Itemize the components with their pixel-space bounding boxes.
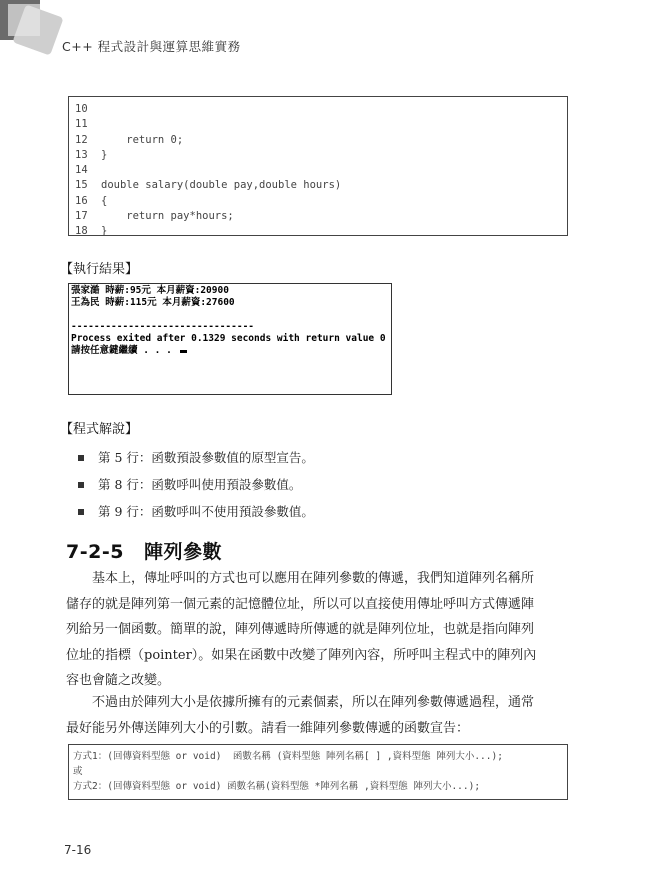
line-number: 17 xyxy=(75,210,88,223)
code-line xyxy=(69,163,567,178)
code-line xyxy=(69,209,567,224)
list-item-text: 第 9 行：函數呼叫不使用預設參數值。 xyxy=(98,504,314,519)
console-line: -------------------------------- xyxy=(71,321,255,332)
declaration-box xyxy=(68,744,568,800)
code-text: double salary(double pay,double hours) xyxy=(101,179,342,192)
result-label: 【執行結果】 xyxy=(60,262,139,277)
code-text: return 0; xyxy=(101,133,184,146)
line-number: 13 xyxy=(75,148,88,161)
book-title: C++ 程式設計與運算思維實務 xyxy=(62,39,241,54)
console-line: 王為民 時薪:115元 本月薪資:27600 xyxy=(71,297,235,308)
code-text: return pay*hours; xyxy=(101,210,234,223)
list-item xyxy=(78,444,314,471)
line-number: 10 xyxy=(75,103,88,115)
square-bullet-icon xyxy=(78,482,84,488)
declaration-line: 或 xyxy=(73,766,83,777)
section-number: 7-2-5 xyxy=(66,541,124,563)
console-output xyxy=(68,283,392,395)
code-line xyxy=(69,194,567,209)
code-text: { xyxy=(101,194,108,207)
code-text: } xyxy=(101,225,108,238)
code-line xyxy=(69,224,567,239)
section-heading xyxy=(66,537,222,564)
paragraph-line: 位址的指標（pointer）。如果在函數中改變了陣列內容，所呼叫主程式中的陣列內 xyxy=(66,647,537,663)
code-line xyxy=(69,133,567,148)
code-line xyxy=(69,148,567,163)
line-number: 11 xyxy=(75,118,88,131)
code-line xyxy=(69,178,567,193)
code-text: } xyxy=(101,148,108,161)
paragraph-line: 最好能另外傳送陣列大小的引數。請看一維陣列參數傳遞的函數宣告： xyxy=(66,720,470,736)
paragraph-line: 儲存的就是陣列第一個元素的記憶體位址，所以可以直接使用傳址呼叫方式傳遞陣 xyxy=(66,596,535,612)
list-item-text: 第 5 行：函數預設參數值的原型宣告。 xyxy=(98,450,314,465)
declaration-line: 方式1：(回傳資料型態 or void) 函數名稱 (資料型態 陣列名稱[ ] ,資料型態 陣列大小...); xyxy=(73,751,503,762)
paragraph-2 xyxy=(66,690,576,741)
paragraph-line: 列給另一個函數。簡單的說，陣列傳遞時所傳遞的就是陣列位址，也就是指向陣列 xyxy=(66,622,535,637)
section-title: 陣列參數 xyxy=(143,541,222,563)
line-number: 18 xyxy=(75,225,88,238)
paragraph-1 xyxy=(66,566,576,694)
page-number: 7-16 xyxy=(64,843,92,857)
paragraph-line: 容也會隨之改變。 xyxy=(66,673,171,688)
list-item xyxy=(78,471,314,498)
console-line: 張家澔 時薪:95元 本月薪資:20900 xyxy=(71,285,229,296)
list-item xyxy=(78,498,314,525)
console-line: 請按任意鍵繼續 . . . xyxy=(71,345,389,357)
square-bullet-icon xyxy=(78,455,84,461)
cursor-icon xyxy=(180,350,187,353)
line-number: 15 xyxy=(75,179,88,192)
line-number: 12 xyxy=(75,133,88,146)
paragraph-line: 不過由於陣列大小是依據所擁有的元素個素，所以在陣列參數傳遞過程，通常 xyxy=(66,695,535,710)
code-line xyxy=(69,102,567,117)
line-number: 16 xyxy=(75,194,88,207)
console-line xyxy=(71,309,389,321)
paragraph-line: 基本上，傳址呼叫的方式也可以應用在陣列參數的傳遞，我們知道陣列名稱所 xyxy=(66,571,535,586)
explanation-list xyxy=(78,444,314,525)
line-number: 14 xyxy=(75,164,88,177)
corner-decoration xyxy=(0,0,70,60)
declaration-line: 方式2：(回傳資料型態 or void) 函數名稱(資料型態 *陣列名稱 ,資料型態 陣列大小...); xyxy=(73,781,481,792)
square-bullet-icon xyxy=(78,509,84,515)
list-item-text: 第 8 行：函數呼叫使用預設參數值。 xyxy=(98,477,302,492)
code-listing xyxy=(68,96,568,236)
console-line: Process exited after 0.1329 seconds with return value 0 xyxy=(71,333,386,344)
code-line xyxy=(69,117,567,132)
explanation-label: 【程式解說】 xyxy=(60,422,139,437)
